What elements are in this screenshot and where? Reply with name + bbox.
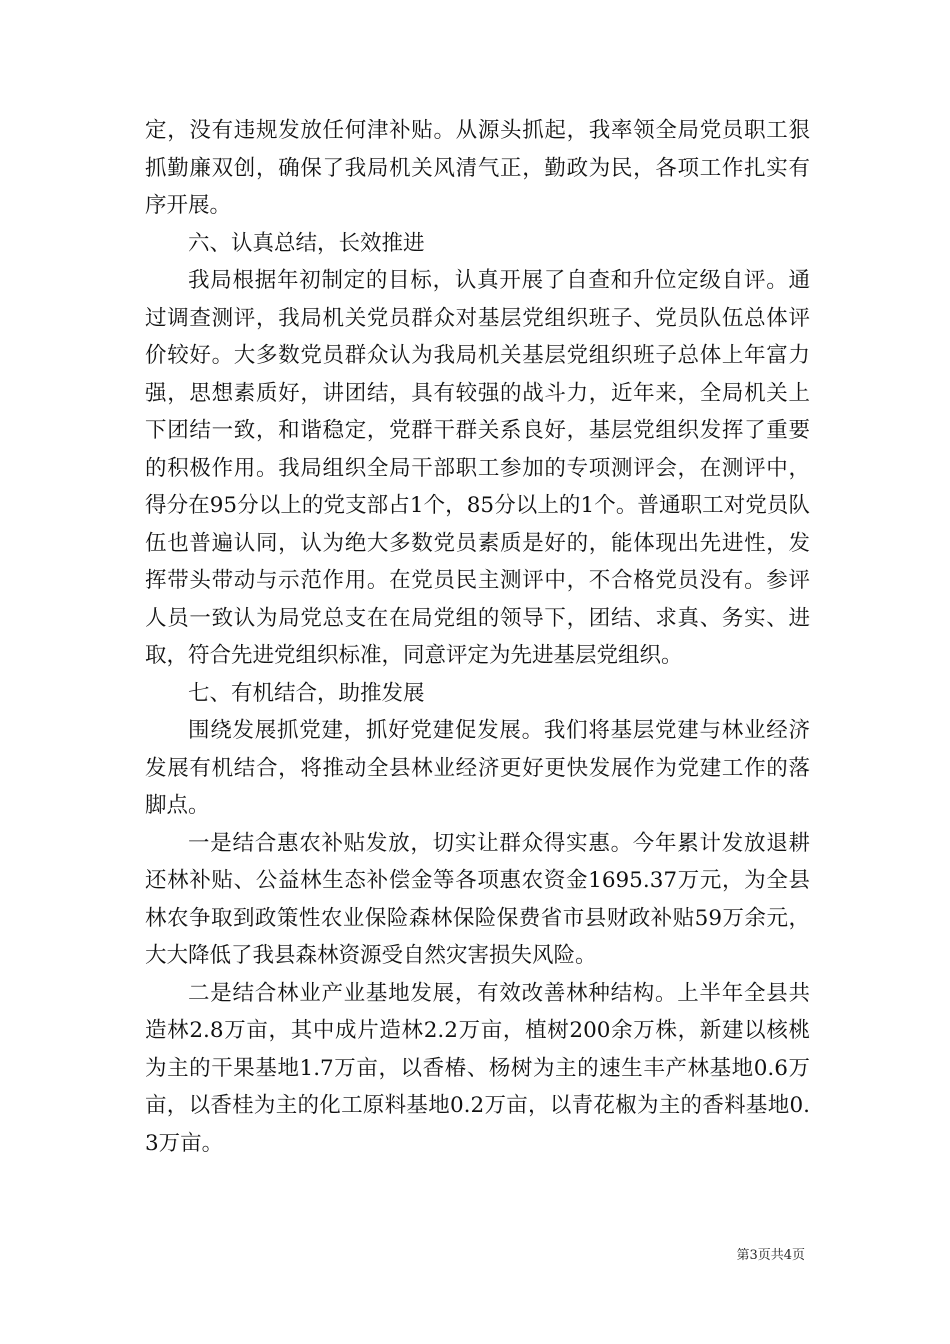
- document-body: [145, 112, 810, 1162]
- paragraph-self-evaluation: 我局根据年初制定的目标，认真开展了自查和升位定级自评。通过调查测评，我局机关党员群众对基层党组织班子、党员队伍总体评价较好。大多数党员群众认为我局机关基层党组织班子总体上年富力强，思想素质好，讲团结，具有较强的战斗力，近年来，全局机关上下团结一致，和谐稳定，党群干群关系良好，基层党组织发挥了重要的积极作用。我局组织全局干部职工参加的专项测评会，在测评中，得分在95分以上的党支部占1个，85分以上的1个。普通职工对党员队伍也普遍认同，认为绝大多数党员素质是好的，能体现出先进性，发挥带头带动与示范作用。在党员民主测评中，不合格党员没有。参评人员一致认为局党总支在在局党组的领导下，团结、求真、务实、进取，符合先进党组织标准，同意评定为先进基层党组织。: [145, 268, 810, 668]
- paragraph-development: 围绕发展抓党建，抓好党建促发展。我们将基层党建与林业经济发展有机结合，将推动全县林业经济更好更快发展作为党建工作的落脚点。: [145, 718, 810, 818]
- paragraph-subsidy: 一是结合惠农补贴发放，切实让群众得实惠。今年累计发放退耕还林补贴、公益林生态补偿金等各项惠农资金1695.37万元，为全县林农争取到政策性农业保险森林保险保费省市县财政补贴59万余元，大大降低了我县森林资源受自然灾害损失风险。: [145, 830, 810, 968]
- page-number-footer: 第3页共4页: [736, 1248, 805, 1263]
- paragraph-continuation: 定，没有违规发放任何津补贴。从源头抓起，我率领全局党员职工狠抓勤廉双创，确保了我局机关风清气正，勤政为民，各项工作扎实有序开展。: [145, 118, 810, 218]
- section-heading-7: 七、有机结合，助推发展: [188, 680, 425, 706]
- section-heading-6: 六、认真总结，长效推进: [188, 230, 425, 256]
- paragraph-forestry-base: 二是结合林业产业基地发展，有效改善林种结构。上半年全县共造林2.8万亩，其中成片造林2.2万亩，植树200余万株，新建以核桃为主的干果基地1.7万亩，以香椿、杨树为主的速生丰产林基地0.6万亩，以香桂为主的化工原料基地0.2万亩，以青花椒为主的香料基地0.3万亩。: [145, 980, 810, 1156]
